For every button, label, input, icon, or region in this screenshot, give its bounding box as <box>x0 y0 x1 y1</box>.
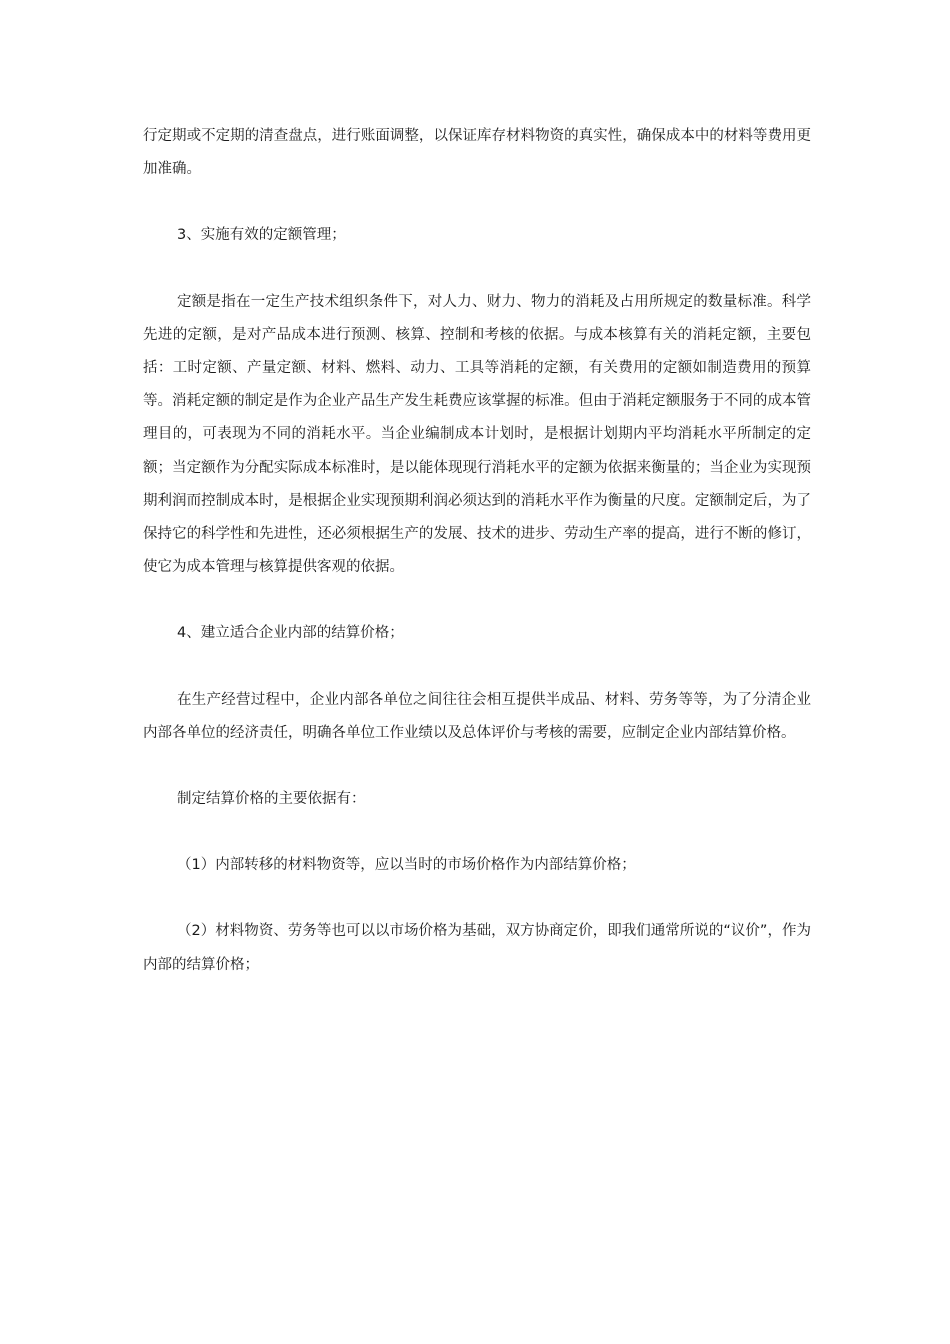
paragraph-continuation: 行定期或不定期的清查盘点，进行账面调整，以保证库存材料物资的真实性，确保成本中的材料等费用更加准确。 <box>143 128 811 178</box>
paragraph-internal-settlement: 在生产经营过程中，企业内部各单位之间往往会相互提供半成品、材料、劳务等等，为了分清企业内部各单位的经济责任，明确各单位工作业绩以及总体评价与考核的需要，应制定企业内部结算价格。 <box>143 691 811 741</box>
list-item-2: （2）材料物资、劳务等也可以以市场价格为基础，双方协商定价，即我们通常所说的“议价”，作为内部的结算价格； <box>143 923 811 973</box>
paragraph-quota-definition: 定额是指在一定生产技术组织条件下，对人力、财力、物力的消耗及占用所规定的数量标准。科学先进的定额，是对产品成本进行预测、核算、控制和考核的依据。与成本核算有关的消耗定额，主要包括：工时定额、产量定额、材料、燃料、动力、工具等消耗的定额，有关费用的定额如制造费用的预算等。消耗定额的制定是作为企业产品生产发生耗费应该掌握的标准。但由于消耗定额服务于不同的成本管理目的，可表现为不同的消耗水平。当企业编制成本计划时，是根据计划期内平均消耗水平所制定的定额；当定额作为分配实际成本标准时，是以能体现现行消耗水平的定额为依据来衡量的；当企业为实现预期利润而控制成本时，是根据企业实现预期利润必须达到的消耗水平作为衡量的尺度。定额制定后，为了保持它的科学性和先进性，还必须根据生产的发展、技术的进步、劳动生产率的提高，进行不断的修订，使它为成本管理与核算提供客观的依据。 <box>143 293 811 576</box>
heading-internal-settlement-price: 4、建立适合企业内部的结算价格； <box>177 625 404 642</box>
heading-quota-management: 3、实施有效的定额管理； <box>177 227 346 244</box>
document-body <box>143 120 811 1015</box>
list-item-1: （1）内部转移的材料物资等，应以当时的市场价格作为内部结算价格； <box>177 857 636 874</box>
paragraph-pricing-basis: 制定结算价格的主要依据有： <box>177 791 366 808</box>
